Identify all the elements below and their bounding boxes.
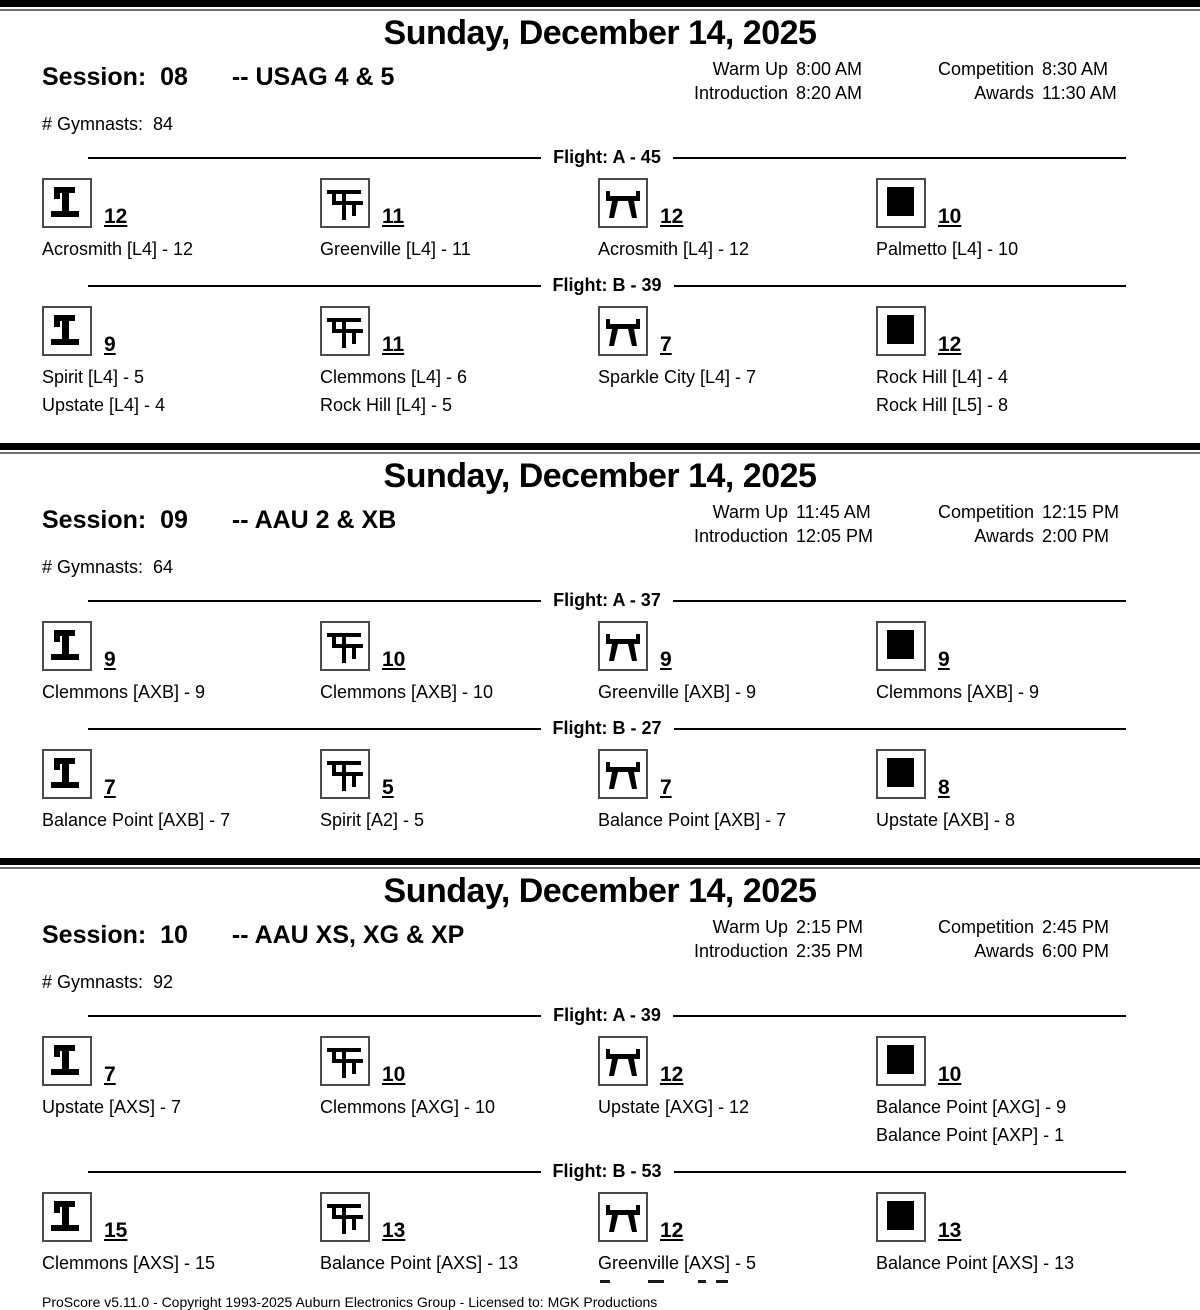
flight-rule-right	[674, 285, 1127, 287]
session-block	[0, 0, 1200, 443]
apparatus-teams	[42, 235, 312, 263]
apparatus-column	[42, 1036, 320, 1149]
gymnast-count: # Gymnasts: 92	[42, 972, 174, 992]
apparatus-column	[598, 1192, 876, 1286]
flight-block	[0, 147, 1200, 263]
apparatus-column	[320, 178, 598, 263]
team-line: Upstate [AXB] - 8	[876, 810, 1016, 830]
apparatus-count: 10	[382, 1063, 406, 1086]
competition-time: 2:45 PM	[1042, 917, 1110, 937]
flights-container	[0, 147, 1200, 419]
apparatus-icon-line	[598, 1192, 868, 1242]
flight-rule-right	[674, 728, 1127, 730]
apparatus-icon-line	[598, 749, 868, 799]
session-title	[42, 57, 394, 92]
warm-up-label: Warm Up	[712, 502, 788, 522]
date-heading: Sunday, December 14, 2025	[383, 872, 817, 910]
floor-icon	[876, 749, 926, 799]
team-line: Acrosmith [L4] - 12	[598, 239, 750, 259]
uneven-bars-icon	[320, 749, 370, 799]
team-line: Balance Point [AXP] - 1	[876, 1125, 1065, 1145]
date-heading: Sunday, December 14, 2025	[383, 457, 817, 495]
competition-time: 8:30 AM	[1042, 59, 1109, 79]
uneven-bars-icon	[320, 1192, 370, 1242]
apparatus-teams	[320, 363, 590, 419]
apparatus-column	[876, 306, 1154, 419]
floor-icon	[876, 306, 926, 356]
introduction-label: Introduction	[693, 941, 788, 961]
flight-rule-right	[673, 600, 1126, 602]
team-line: Balance Point [AXB] - 7	[598, 810, 787, 830]
flight-label: Flight: A - 39	[553, 1005, 661, 1025]
team-line: Spirit [L4] - 5	[42, 367, 145, 387]
introduction-time: 2:35 PM	[796, 941, 864, 961]
apparatus-teams	[876, 1249, 1146, 1277]
apparatus-count: 15	[104, 1219, 128, 1242]
vault-icon	[42, 306, 92, 356]
introduction-time: 8:20 AM	[796, 83, 863, 103]
balance-beam-icon	[598, 1192, 648, 1242]
team-line: Clemmons [L4] - 6	[320, 367, 468, 387]
apparatus-teams	[320, 1249, 590, 1277]
apparatus-teams	[320, 1093, 590, 1121]
session-block	[0, 858, 1200, 1290]
team-line: Greenville [AXS] - 5	[598, 1253, 757, 1273]
apparatus-row	[0, 749, 1200, 834]
apparatus-column	[598, 178, 876, 263]
awards-label: Awards	[974, 941, 1034, 961]
flight-label: Flight: B - 39	[552, 275, 662, 295]
team-line: Clemmons [AXB] - 9	[42, 682, 206, 702]
flight-rule-left	[88, 600, 541, 602]
apparatus-icon-line	[598, 621, 868, 671]
apparatus-icon-line	[320, 178, 590, 228]
floor-icon	[876, 1036, 926, 1086]
flight-rule-left	[88, 157, 541, 159]
team-line: Palmetto [L4] - 10	[876, 239, 1019, 259]
apparatus-column	[598, 621, 876, 706]
vault-icon	[42, 621, 92, 671]
warm-up-label: Warm Up	[712, 59, 788, 79]
apparatus-column	[42, 178, 320, 263]
uneven-bars-icon	[320, 621, 370, 671]
apparatus-row	[0, 1192, 1200, 1286]
apparatus-icon-line	[598, 1036, 868, 1086]
flight-header	[88, 718, 1126, 739]
balance-beam-icon	[598, 621, 648, 671]
vault-icon	[42, 1036, 92, 1086]
apparatus-icon-line	[320, 1192, 590, 1242]
team-line: Sparkle City [L4] - 7	[598, 367, 757, 387]
team-line: Clemmons [AXS] - 15	[42, 1253, 216, 1273]
team-line: Upstate [L4] - 4	[42, 395, 166, 415]
apparatus-count: 7	[104, 1063, 116, 1086]
apparatus-column	[876, 621, 1154, 706]
flight-label: Flight: B - 53	[552, 1161, 662, 1181]
apparatus-count: 12	[660, 1219, 684, 1242]
apparatus-icon-line	[876, 1036, 1146, 1086]
apparatus-teams	[876, 678, 1146, 706]
awards-label: Awards	[974, 526, 1034, 546]
competition-label: Competition	[937, 502, 1034, 522]
balance-beam-icon	[598, 1036, 648, 1086]
awards-label: Awards	[974, 83, 1034, 103]
uneven-bars-icon	[320, 178, 370, 228]
flight-header	[88, 1005, 1126, 1026]
flight-rule-right	[673, 1015, 1126, 1017]
session-header	[0, 55, 1200, 104]
flight-rule-right	[674, 1171, 1127, 1173]
apparatus-icon-line	[42, 621, 312, 671]
flight-rule-right	[673, 157, 1126, 159]
team-line: Rock Hill [L5] - 8	[876, 395, 1009, 415]
apparatus-teams	[320, 678, 590, 706]
session-divider	[0, 443, 1200, 450]
team-line: Rock Hill [L4] - 5	[320, 395, 453, 415]
team-line: Spirit [A2] - 5	[320, 810, 425, 830]
flight-rule-left	[88, 1015, 541, 1017]
apparatus-row	[0, 1036, 1200, 1149]
apparatus-icon-line	[320, 1036, 590, 1086]
apparatus-teams	[598, 235, 868, 263]
flight-rule-left	[88, 1171, 541, 1173]
apparatus-teams	[876, 806, 1146, 834]
uneven-bars-icon	[320, 306, 370, 356]
apparatus-icon-line	[876, 621, 1146, 671]
warm-up-label: Warm Up	[712, 917, 788, 937]
competition-time: 12:15 PM	[1042, 502, 1120, 522]
warm-up-time: 11:45 AM	[796, 502, 871, 522]
warm-up-time: 8:00 AM	[796, 59, 863, 79]
flights-container	[0, 1005, 1200, 1286]
team-line: Balance Point [AXB] - 7	[42, 810, 231, 830]
session-header	[0, 498, 1200, 547]
session-divider	[0, 858, 1200, 865]
apparatus-count: 9	[104, 648, 116, 671]
session-divider-thin	[0, 452, 1200, 454]
flight-block	[0, 275, 1200, 419]
apparatus-count: 7	[660, 333, 672, 356]
session-header	[0, 913, 1200, 962]
apparatus-count: 10	[938, 1063, 962, 1086]
flight-block	[0, 718, 1200, 834]
apparatus-teams	[42, 1093, 312, 1121]
session-division: -- USAG 4 & 5	[231, 63, 395, 91]
apparatus-teams	[876, 1093, 1146, 1149]
apparatus-column	[42, 306, 320, 419]
session-division: -- AAU XS, XG & XP	[231, 921, 465, 949]
apparatus-count: 7	[660, 776, 672, 799]
date-heading: Sunday, December 14, 2025	[383, 14, 817, 52]
apparatus-icon-line	[876, 1192, 1146, 1242]
apparatus-icon-line	[42, 1036, 312, 1086]
apparatus-column	[598, 306, 876, 419]
apparatus-teams	[598, 678, 868, 706]
session-division: -- AAU 2 & XB	[231, 506, 397, 534]
apparatus-count: 12	[660, 205, 684, 228]
apparatus-column	[320, 306, 598, 419]
clipped-team-line	[598, 1279, 868, 1286]
apparatus-icon-line	[876, 178, 1146, 228]
apparatus-teams	[42, 363, 312, 419]
session-times	[670, 57, 1140, 104]
uneven-bars-icon	[320, 1036, 370, 1086]
balance-beam-icon	[598, 306, 648, 356]
team-line: Balance Point [AXG] - 9	[876, 1097, 1067, 1117]
apparatus-icon-line	[598, 306, 868, 356]
session-times	[670, 500, 1140, 547]
floor-icon	[876, 178, 926, 228]
session-divider-thin	[0, 9, 1200, 11]
apparatus-icon-line	[42, 178, 312, 228]
awards-time: 11:30 AM	[1042, 83, 1117, 103]
flight-label: Flight: A - 45	[553, 147, 661, 167]
apparatus-count: 13	[382, 1219, 406, 1242]
apparatus-column	[42, 621, 320, 706]
session-number: Session: 08	[42, 63, 188, 91]
team-line: Clemmons [AXB] - 10	[320, 682, 494, 702]
apparatus-column	[598, 1036, 876, 1149]
apparatus-icon-line	[320, 621, 590, 671]
session-times	[670, 915, 1140, 962]
apparatus-count: 8	[938, 776, 950, 799]
team-line: Clemmons [AXB] - 9	[876, 682, 1040, 702]
flight-block	[0, 1161, 1200, 1286]
introduction-label: Introduction	[693, 83, 788, 103]
session-title	[42, 915, 464, 950]
team-line: Upstate [AXS] - 7	[42, 1097, 182, 1117]
introduction-label: Introduction	[693, 526, 788, 546]
flights-container	[0, 590, 1200, 834]
apparatus-icon-line	[42, 306, 312, 356]
apparatus-count: 10	[938, 205, 962, 228]
flight-label: Flight: A - 37	[553, 590, 661, 610]
flight-header	[88, 147, 1126, 168]
apparatus-icon-line	[42, 749, 312, 799]
apparatus-column	[598, 749, 876, 834]
vault-icon	[42, 178, 92, 228]
team-line: Greenville [L4] - 11	[320, 239, 471, 259]
session-divider	[0, 0, 1200, 7]
session-number: Session: 09	[42, 506, 188, 534]
apparatus-teams	[42, 806, 312, 834]
apparatus-teams	[876, 235, 1146, 263]
apparatus-teams	[42, 678, 312, 706]
floor-icon	[876, 621, 926, 671]
apparatus-teams	[598, 806, 868, 834]
apparatus-teams	[598, 1249, 868, 1286]
footer-text: ProScore v5.11.0 - Copyright 1993-2025 Auburn Electronics Group - Licensed to: MGK Productions	[42, 1294, 658, 1310]
vault-icon	[42, 749, 92, 799]
apparatus-teams	[320, 806, 590, 834]
team-line: Balance Point [AXS] - 13	[320, 1253, 519, 1273]
apparatus-column	[320, 1036, 598, 1149]
apparatus-teams	[598, 1093, 868, 1121]
awards-time: 2:00 PM	[1042, 526, 1110, 546]
apparatus-teams	[320, 235, 590, 263]
apparatus-count: 12	[104, 205, 128, 228]
team-line: Clemmons [AXG] - 10	[320, 1097, 496, 1117]
apparatus-count: 12	[938, 333, 962, 356]
apparatus-count: 9	[660, 648, 672, 671]
vault-icon	[42, 1192, 92, 1242]
apparatus-teams	[876, 363, 1146, 419]
apparatus-column	[320, 749, 598, 834]
session-number: Session: 10	[42, 921, 188, 949]
apparatus-column	[320, 621, 598, 706]
floor-icon	[876, 1192, 926, 1242]
apparatus-count: 9	[938, 648, 950, 671]
flight-rule-left	[88, 728, 541, 730]
flight-block	[0, 1005, 1200, 1149]
team-line: Upstate [AXG] - 12	[598, 1097, 750, 1117]
apparatus-icon-line	[876, 306, 1146, 356]
session-title	[42, 500, 396, 535]
apparatus-icon-line	[320, 306, 590, 356]
competition-label: Competition	[937, 917, 1034, 937]
balance-beam-icon	[598, 749, 648, 799]
apparatus-column	[42, 749, 320, 834]
competition-label: Competition	[937, 59, 1034, 79]
gymnast-count: # Gymnasts: 84	[42, 114, 174, 134]
flight-header	[88, 275, 1126, 296]
introduction-time: 12:05 PM	[796, 526, 874, 546]
apparatus-count: 11	[382, 333, 405, 356]
apparatus-row	[0, 621, 1200, 706]
team-line: Balance Point [AXS] - 13	[876, 1253, 1075, 1273]
apparatus-count: 11	[382, 205, 405, 228]
apparatus-count: 5	[382, 776, 394, 799]
session-block	[0, 443, 1200, 858]
apparatus-count: 7	[104, 776, 116, 799]
apparatus-icon-line	[876, 749, 1146, 799]
flight-header	[88, 1161, 1126, 1182]
apparatus-count: 13	[938, 1219, 962, 1242]
apparatus-column	[876, 749, 1154, 834]
session-divider-thin	[0, 867, 1200, 869]
apparatus-count: 12	[660, 1063, 684, 1086]
flight-header	[88, 590, 1126, 611]
team-line: Acrosmith [L4] - 12	[42, 239, 194, 259]
apparatus-column	[876, 1192, 1154, 1286]
apparatus-icon-line	[320, 749, 590, 799]
team-line: Rock Hill [L4] - 4	[876, 367, 1009, 387]
apparatus-icon-line	[598, 178, 868, 228]
apparatus-column	[42, 1192, 320, 1286]
apparatus-count: 9	[104, 333, 116, 356]
flight-rule-left	[88, 285, 541, 287]
apparatus-count: 10	[382, 648, 406, 671]
gymnast-count: # Gymnasts: 64	[42, 557, 174, 577]
apparatus-teams	[42, 1249, 312, 1277]
apparatus-teams	[598, 363, 868, 391]
apparatus-column	[320, 1192, 598, 1286]
balance-beam-icon	[598, 178, 648, 228]
apparatus-row	[0, 306, 1200, 419]
flight-block	[0, 590, 1200, 706]
apparatus-row	[0, 178, 1200, 263]
team-line: Greenville [AXB] - 9	[598, 682, 757, 702]
apparatus-column	[876, 178, 1154, 263]
flight-label: Flight: B - 27	[552, 718, 662, 738]
apparatus-icon-line	[42, 1192, 312, 1242]
apparatus-column	[876, 1036, 1154, 1149]
warm-up-time: 2:15 PM	[796, 917, 864, 937]
awards-time: 6:00 PM	[1042, 941, 1110, 961]
